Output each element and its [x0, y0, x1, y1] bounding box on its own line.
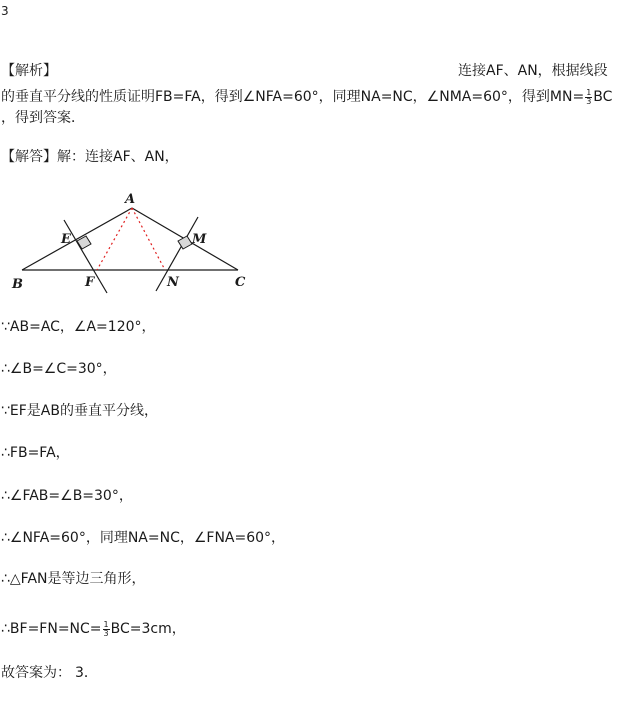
analysis-line2-text: 的垂直平分线的性质证明FB=FA，得到∠NFA=60°，同理NA=NC，∠NMA=60°，得到MN=	[1, 89, 585, 105]
answer-heading-label: 【解答】	[1, 149, 57, 165]
right-angle-mark-m	[178, 236, 192, 249]
answer-heading	[1, 148, 179, 166]
step-2: ∴∠B=∠C=30°，	[1, 361, 117, 377]
fraction-numerator: 1	[103, 619, 109, 629]
answer-heading-text: 解：连接AF、AN，	[57, 149, 179, 165]
step-final-pre: ∴BF=FN=NC=	[1, 621, 102, 637]
step-5: ∴∠FAB=∠B=30°，	[1, 488, 133, 504]
step-3: ∵EF是AB的垂直平分线，	[1, 403, 158, 419]
conclusion-value: 3．	[75, 665, 98, 681]
conclusion-label: 故答案为：	[1, 665, 71, 681]
analysis-heading: 【解析】	[1, 63, 57, 79]
analysis-line3: ，得到答案．	[1, 110, 85, 126]
step-1: ∵AB=AC，∠A=120°，	[1, 319, 156, 335]
label-c: C	[235, 275, 246, 290]
step-6: ∴∠NFA=60°，同理NA=NC，∠FNA=60°，	[1, 530, 286, 546]
top-number: 3	[1, 4, 9, 18]
fraction-denominator: 3	[103, 628, 109, 638]
label-a: A	[125, 192, 136, 207]
fraction-one-third-final	[103, 621, 110, 638]
step-final-post: BC=3cm，	[110, 621, 186, 637]
fraction-denominator: 3	[586, 96, 592, 106]
label-b: B	[12, 277, 23, 292]
fraction-one-third	[585, 89, 592, 106]
label-n: N	[167, 275, 179, 290]
geometry-figure	[0, 188, 260, 298]
analysis-line2-bc: BC	[593, 89, 613, 105]
side-ab	[22, 208, 132, 270]
label-e: E	[61, 232, 71, 247]
analysis-line1-tail: 连接AF、AN，根据线段	[458, 63, 608, 79]
conclusion	[1, 664, 98, 682]
step-7: ∴△FAN是等边三角形，	[1, 571, 146, 587]
analysis-line2	[1, 88, 612, 106]
label-f: F	[85, 275, 95, 290]
fraction-numerator: 1	[586, 87, 592, 97]
step-final	[1, 620, 186, 638]
label-m: M	[192, 232, 207, 247]
step-4: ∴FB=FA，	[1, 445, 70, 461]
